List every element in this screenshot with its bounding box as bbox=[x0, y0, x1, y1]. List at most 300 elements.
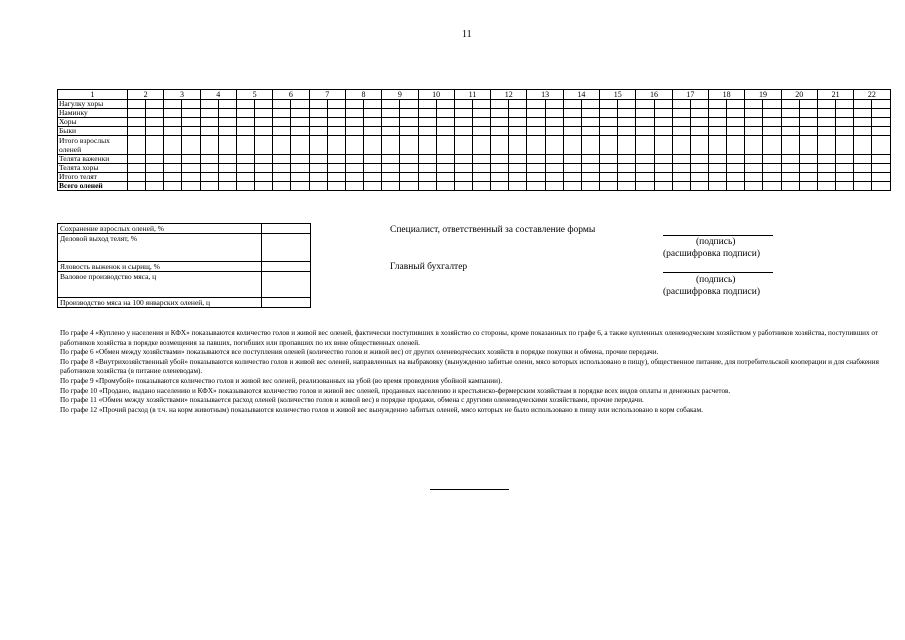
table-cell bbox=[636, 118, 654, 127]
specialist-decoding-caption: (расшифровка подписи) bbox=[663, 249, 760, 259]
table-cell bbox=[291, 173, 309, 182]
table-cell bbox=[200, 109, 218, 118]
table-cell bbox=[672, 100, 690, 109]
column-number: 1 bbox=[58, 90, 128, 100]
table-cell bbox=[382, 109, 400, 118]
table-cell bbox=[854, 109, 872, 118]
summary-label: Сохранение взрослых оленей, % bbox=[58, 224, 262, 234]
column-number: 17 bbox=[672, 90, 708, 100]
table-cell bbox=[364, 173, 382, 182]
table-cell bbox=[545, 182, 563, 191]
table-cell bbox=[472, 109, 490, 118]
table-cell bbox=[690, 173, 708, 182]
table-cell bbox=[382, 127, 400, 136]
table-cell bbox=[654, 118, 672, 127]
table-cell bbox=[164, 100, 182, 109]
table-cell bbox=[545, 164, 563, 173]
note-paragraph: По графе 9 «Промубой» показываются количество голов и живой вес оленей, реализованных на убой (во время проведения убойной кампании). bbox=[60, 376, 503, 385]
table-cell bbox=[128, 155, 146, 164]
table-cell bbox=[128, 182, 146, 191]
table-cell bbox=[854, 136, 872, 155]
table-cell bbox=[563, 155, 581, 164]
table-cell bbox=[146, 136, 164, 155]
column-notes bbox=[60, 329, 890, 415]
table-cell bbox=[345, 164, 363, 173]
table-cell bbox=[745, 164, 763, 173]
table-cell bbox=[146, 127, 164, 136]
note-paragraph: По графе 8 «Внутрихозяйственный убой» показываются количество голов и живой вес оленей, направленных на выбраковку (вынужденно забитые олени, мясо которых использовано в пищу), общественное питание, для потребительской кооперации и для снабжения работников хозяйства (в питание оленеводам). bbox=[60, 357, 879, 376]
column-number: 22 bbox=[854, 90, 890, 100]
table-cell bbox=[182, 100, 200, 109]
table-cell bbox=[454, 118, 472, 127]
table-cell bbox=[436, 118, 454, 127]
table-cell bbox=[400, 136, 418, 155]
table-cell bbox=[781, 182, 799, 191]
column-number: 16 bbox=[636, 90, 672, 100]
table-cell bbox=[799, 164, 817, 173]
table-cell bbox=[545, 118, 563, 127]
table-cell bbox=[618, 173, 636, 182]
table-cell bbox=[400, 127, 418, 136]
table-cell bbox=[236, 164, 254, 173]
table-cell bbox=[255, 155, 273, 164]
livestock-table bbox=[57, 89, 891, 191]
table-cell bbox=[309, 118, 327, 127]
table-cell bbox=[690, 182, 708, 191]
table-cell bbox=[255, 109, 273, 118]
table-cell bbox=[255, 182, 273, 191]
table-cell bbox=[345, 100, 363, 109]
table-cell bbox=[364, 155, 382, 164]
end-divider bbox=[430, 489, 509, 490]
table-cell bbox=[854, 164, 872, 173]
table-cell bbox=[218, 164, 236, 173]
row-label: Наминку bbox=[58, 109, 128, 118]
table-cell bbox=[854, 118, 872, 127]
table-cell bbox=[273, 173, 291, 182]
table-cell bbox=[146, 100, 164, 109]
table-cell bbox=[309, 164, 327, 173]
table-cell bbox=[218, 118, 236, 127]
column-number: 10 bbox=[418, 90, 454, 100]
table-cell bbox=[218, 182, 236, 191]
table-cell bbox=[236, 136, 254, 155]
table-cell bbox=[745, 118, 763, 127]
table-cell bbox=[854, 173, 872, 182]
table-cell bbox=[273, 127, 291, 136]
table-cell bbox=[273, 164, 291, 173]
table-cell bbox=[472, 155, 490, 164]
column-number: 11 bbox=[454, 90, 490, 100]
table-cell bbox=[672, 109, 690, 118]
table-cell bbox=[527, 155, 545, 164]
specialist-signature-line bbox=[663, 235, 773, 236]
table-cell bbox=[472, 118, 490, 127]
table-cell bbox=[600, 118, 618, 127]
table-cell bbox=[799, 155, 817, 164]
table-cell bbox=[509, 182, 527, 191]
table-cell bbox=[327, 155, 345, 164]
table-cell bbox=[418, 118, 436, 127]
table-cell bbox=[382, 136, 400, 155]
table-row bbox=[58, 100, 891, 109]
table-cell bbox=[836, 100, 854, 109]
table-cell bbox=[454, 155, 472, 164]
summary-value-cell bbox=[262, 298, 311, 308]
table-cell bbox=[236, 127, 254, 136]
table-cell bbox=[745, 155, 763, 164]
table-cell bbox=[654, 100, 672, 109]
table-cell bbox=[672, 182, 690, 191]
table-cell bbox=[200, 173, 218, 182]
accountant-decoding-caption: (расшифровка подписи) bbox=[663, 287, 760, 297]
table-cell bbox=[727, 109, 745, 118]
table-cell bbox=[527, 100, 545, 109]
table-cell bbox=[745, 127, 763, 136]
table-cell bbox=[436, 173, 454, 182]
table-cell bbox=[817, 155, 835, 164]
table-row bbox=[58, 118, 891, 127]
table-cell bbox=[672, 118, 690, 127]
table-cell bbox=[781, 109, 799, 118]
table-cell bbox=[218, 173, 236, 182]
table-cell bbox=[472, 182, 490, 191]
table-cell bbox=[509, 164, 527, 173]
table-cell bbox=[600, 109, 618, 118]
table-cell bbox=[545, 155, 563, 164]
table-cell bbox=[527, 173, 545, 182]
table-cell bbox=[472, 164, 490, 173]
table-cell bbox=[745, 173, 763, 182]
table-cell bbox=[491, 127, 509, 136]
table-cell bbox=[745, 100, 763, 109]
table-cell bbox=[418, 155, 436, 164]
table-cell bbox=[581, 118, 599, 127]
table-cell bbox=[799, 136, 817, 155]
table-cell bbox=[781, 136, 799, 155]
table-cell bbox=[854, 155, 872, 164]
table-header-row bbox=[58, 90, 891, 100]
table-cell bbox=[491, 155, 509, 164]
table-cell bbox=[291, 100, 309, 109]
summary-table bbox=[57, 223, 311, 308]
table-cell bbox=[255, 127, 273, 136]
table-cell bbox=[382, 182, 400, 191]
table-cell bbox=[690, 136, 708, 155]
table-cell bbox=[309, 127, 327, 136]
table-cell bbox=[236, 173, 254, 182]
table-cell bbox=[146, 109, 164, 118]
table-cell bbox=[654, 127, 672, 136]
table-cell bbox=[291, 155, 309, 164]
table-cell bbox=[128, 136, 146, 155]
row-label: Итого взрослых оленей bbox=[58, 136, 128, 155]
table-cell bbox=[781, 118, 799, 127]
table-cell bbox=[236, 100, 254, 109]
table-cell bbox=[309, 182, 327, 191]
table-cell bbox=[164, 109, 182, 118]
accountant-label: Главный бухгалтер bbox=[390, 262, 468, 272]
column-number: 4 bbox=[200, 90, 236, 100]
table-cell bbox=[454, 164, 472, 173]
column-number: 12 bbox=[491, 90, 527, 100]
table-cell bbox=[327, 164, 345, 173]
table-cell bbox=[364, 109, 382, 118]
table-cell bbox=[600, 155, 618, 164]
table-cell bbox=[200, 127, 218, 136]
table-cell bbox=[636, 164, 654, 173]
table-cell bbox=[563, 127, 581, 136]
table-cell bbox=[836, 155, 854, 164]
table-cell bbox=[182, 109, 200, 118]
table-cell bbox=[836, 109, 854, 118]
table-cell bbox=[817, 118, 835, 127]
table-cell bbox=[273, 118, 291, 127]
table-cell bbox=[709, 136, 727, 155]
table-cell bbox=[164, 182, 182, 191]
column-number: 15 bbox=[600, 90, 636, 100]
table-cell bbox=[454, 127, 472, 136]
row-label: Телята важенки bbox=[58, 155, 128, 164]
table-row bbox=[58, 127, 891, 136]
table-cell bbox=[218, 127, 236, 136]
column-number: 18 bbox=[709, 90, 745, 100]
table-cell bbox=[781, 127, 799, 136]
table-cell bbox=[763, 118, 781, 127]
column-number: 8 bbox=[345, 90, 381, 100]
table-cell bbox=[672, 127, 690, 136]
column-number: 21 bbox=[817, 90, 853, 100]
table-cell bbox=[563, 173, 581, 182]
table-cell bbox=[600, 173, 618, 182]
table-cell bbox=[364, 100, 382, 109]
table-cell bbox=[146, 182, 164, 191]
table-cell bbox=[491, 109, 509, 118]
table-cell bbox=[491, 100, 509, 109]
column-number: 6 bbox=[273, 90, 309, 100]
table-cell bbox=[454, 100, 472, 109]
table-cell bbox=[273, 109, 291, 118]
table-cell bbox=[581, 173, 599, 182]
table-cell bbox=[218, 100, 236, 109]
table-cell bbox=[817, 182, 835, 191]
table-cell bbox=[509, 127, 527, 136]
table-cell bbox=[799, 118, 817, 127]
table-cell bbox=[400, 109, 418, 118]
table-cell bbox=[382, 173, 400, 182]
table-cell bbox=[400, 155, 418, 164]
table-cell bbox=[872, 155, 890, 164]
table-cell bbox=[218, 136, 236, 155]
table-cell bbox=[709, 173, 727, 182]
table-cell bbox=[491, 136, 509, 155]
table-cell bbox=[545, 173, 563, 182]
table-cell bbox=[763, 127, 781, 136]
table-cell bbox=[454, 136, 472, 155]
table-cell bbox=[128, 127, 146, 136]
table-cell bbox=[454, 173, 472, 182]
column-number: 14 bbox=[563, 90, 599, 100]
summary-value-cell bbox=[262, 272, 311, 298]
table-cell bbox=[218, 155, 236, 164]
table-cell bbox=[727, 136, 745, 155]
table-cell bbox=[200, 182, 218, 191]
table-cell bbox=[854, 127, 872, 136]
table-cell bbox=[418, 164, 436, 173]
column-number: 9 bbox=[382, 90, 418, 100]
table-cell bbox=[345, 118, 363, 127]
note-paragraph: По графе 11 «Обмен между хозяйствами» показывается расход оленей (количество голов и живой вес) в порядке продажи, обмена с другими оленеводческими хозяйствами, прочие передачи. bbox=[60, 396, 644, 405]
table-cell bbox=[618, 100, 636, 109]
table-cell bbox=[690, 118, 708, 127]
table-cell bbox=[164, 155, 182, 164]
table-cell bbox=[527, 127, 545, 136]
table-cell bbox=[690, 100, 708, 109]
table-cell bbox=[200, 164, 218, 173]
table-cell bbox=[509, 136, 527, 155]
table-cell bbox=[345, 173, 363, 182]
table-cell bbox=[400, 118, 418, 127]
table-cell bbox=[436, 109, 454, 118]
table-cell bbox=[400, 182, 418, 191]
table-cell bbox=[636, 100, 654, 109]
table-cell bbox=[690, 109, 708, 118]
table-cell bbox=[817, 127, 835, 136]
table-cell bbox=[182, 173, 200, 182]
table-cell bbox=[709, 118, 727, 127]
table-cell bbox=[291, 127, 309, 136]
table-row bbox=[58, 173, 891, 182]
table-cell bbox=[273, 155, 291, 164]
table-cell bbox=[382, 100, 400, 109]
table-cell bbox=[563, 109, 581, 118]
table-cell bbox=[563, 100, 581, 109]
table-cell bbox=[200, 155, 218, 164]
table-cell bbox=[600, 127, 618, 136]
table-cell bbox=[255, 100, 273, 109]
table-cell bbox=[545, 109, 563, 118]
table-cell bbox=[327, 136, 345, 155]
table-cell bbox=[727, 127, 745, 136]
table-cell bbox=[727, 118, 745, 127]
table-cell bbox=[454, 109, 472, 118]
table-cell bbox=[836, 164, 854, 173]
table-cell bbox=[236, 118, 254, 127]
summary-label: Яловость выженок и сырищ, % bbox=[58, 262, 262, 272]
note-paragraph: По графе 6 «Обмен между хозяйствами» показываются все поступления оленей (количество голов и живой вес) от других оленеводческих хозяйств в порядке покупки и обмена, прочие передачи. bbox=[60, 348, 659, 357]
table-row bbox=[58, 136, 891, 155]
table-cell bbox=[672, 155, 690, 164]
table-cell bbox=[636, 155, 654, 164]
table-cell bbox=[418, 173, 436, 182]
table-cell bbox=[872, 182, 890, 191]
table-cell bbox=[418, 127, 436, 136]
table-cell bbox=[491, 164, 509, 173]
table-cell bbox=[618, 155, 636, 164]
table-cell bbox=[709, 164, 727, 173]
column-number: 3 bbox=[164, 90, 200, 100]
table-cell bbox=[636, 127, 654, 136]
table-cell bbox=[472, 127, 490, 136]
table-cell bbox=[418, 182, 436, 191]
summary-label: Производство мяса на 100 январских оленей, ц bbox=[58, 298, 262, 308]
table-cell bbox=[327, 182, 345, 191]
table-cell bbox=[146, 118, 164, 127]
table-cell bbox=[563, 182, 581, 191]
accountant-signature-caption: (подпись) bbox=[696, 275, 736, 285]
table-cell bbox=[727, 173, 745, 182]
table-cell bbox=[164, 127, 182, 136]
table-cell bbox=[745, 109, 763, 118]
table-cell bbox=[872, 100, 890, 109]
table-cell bbox=[418, 100, 436, 109]
table-cell bbox=[255, 164, 273, 173]
summary-label: Валовое производство мяса, ц bbox=[58, 272, 262, 298]
table-cell bbox=[436, 127, 454, 136]
table-cell bbox=[618, 109, 636, 118]
table-cell bbox=[799, 182, 817, 191]
table-cell bbox=[491, 182, 509, 191]
table-cell bbox=[618, 127, 636, 136]
table-cell bbox=[472, 173, 490, 182]
row-label: Хоры bbox=[58, 118, 128, 127]
table-cell bbox=[600, 100, 618, 109]
column-number: 2 bbox=[128, 90, 164, 100]
table-cell bbox=[327, 118, 345, 127]
table-cell bbox=[255, 136, 273, 155]
table-cell bbox=[709, 109, 727, 118]
table-cell bbox=[128, 118, 146, 127]
table-cell bbox=[563, 118, 581, 127]
table-cell bbox=[763, 155, 781, 164]
table-cell bbox=[727, 100, 745, 109]
table-cell bbox=[527, 164, 545, 173]
table-cell bbox=[291, 182, 309, 191]
table-cell bbox=[745, 182, 763, 191]
table-cell bbox=[872, 173, 890, 182]
table-cell bbox=[164, 164, 182, 173]
table-cell bbox=[382, 164, 400, 173]
table-cell bbox=[327, 109, 345, 118]
column-number: 19 bbox=[745, 90, 781, 100]
table-cell bbox=[200, 118, 218, 127]
table-cell bbox=[563, 164, 581, 173]
table-cell bbox=[563, 136, 581, 155]
table-cell bbox=[146, 164, 164, 173]
table-cell bbox=[400, 100, 418, 109]
table-cell bbox=[872, 164, 890, 173]
table-cell bbox=[672, 136, 690, 155]
table-cell bbox=[418, 136, 436, 155]
table-cell bbox=[236, 155, 254, 164]
accountant-signature-line bbox=[663, 272, 773, 273]
table-cell bbox=[763, 136, 781, 155]
table-cell bbox=[345, 155, 363, 164]
table-cell bbox=[763, 173, 781, 182]
table-cell bbox=[509, 173, 527, 182]
table-cell bbox=[255, 173, 273, 182]
row-label: Быки bbox=[58, 127, 128, 136]
table-cell bbox=[182, 182, 200, 191]
table-cell bbox=[291, 136, 309, 155]
table-cell bbox=[618, 118, 636, 127]
table-cell bbox=[727, 155, 745, 164]
table-cell bbox=[690, 164, 708, 173]
table-cell bbox=[581, 182, 599, 191]
table-cell bbox=[436, 136, 454, 155]
table-cell bbox=[345, 182, 363, 191]
table-cell bbox=[781, 164, 799, 173]
